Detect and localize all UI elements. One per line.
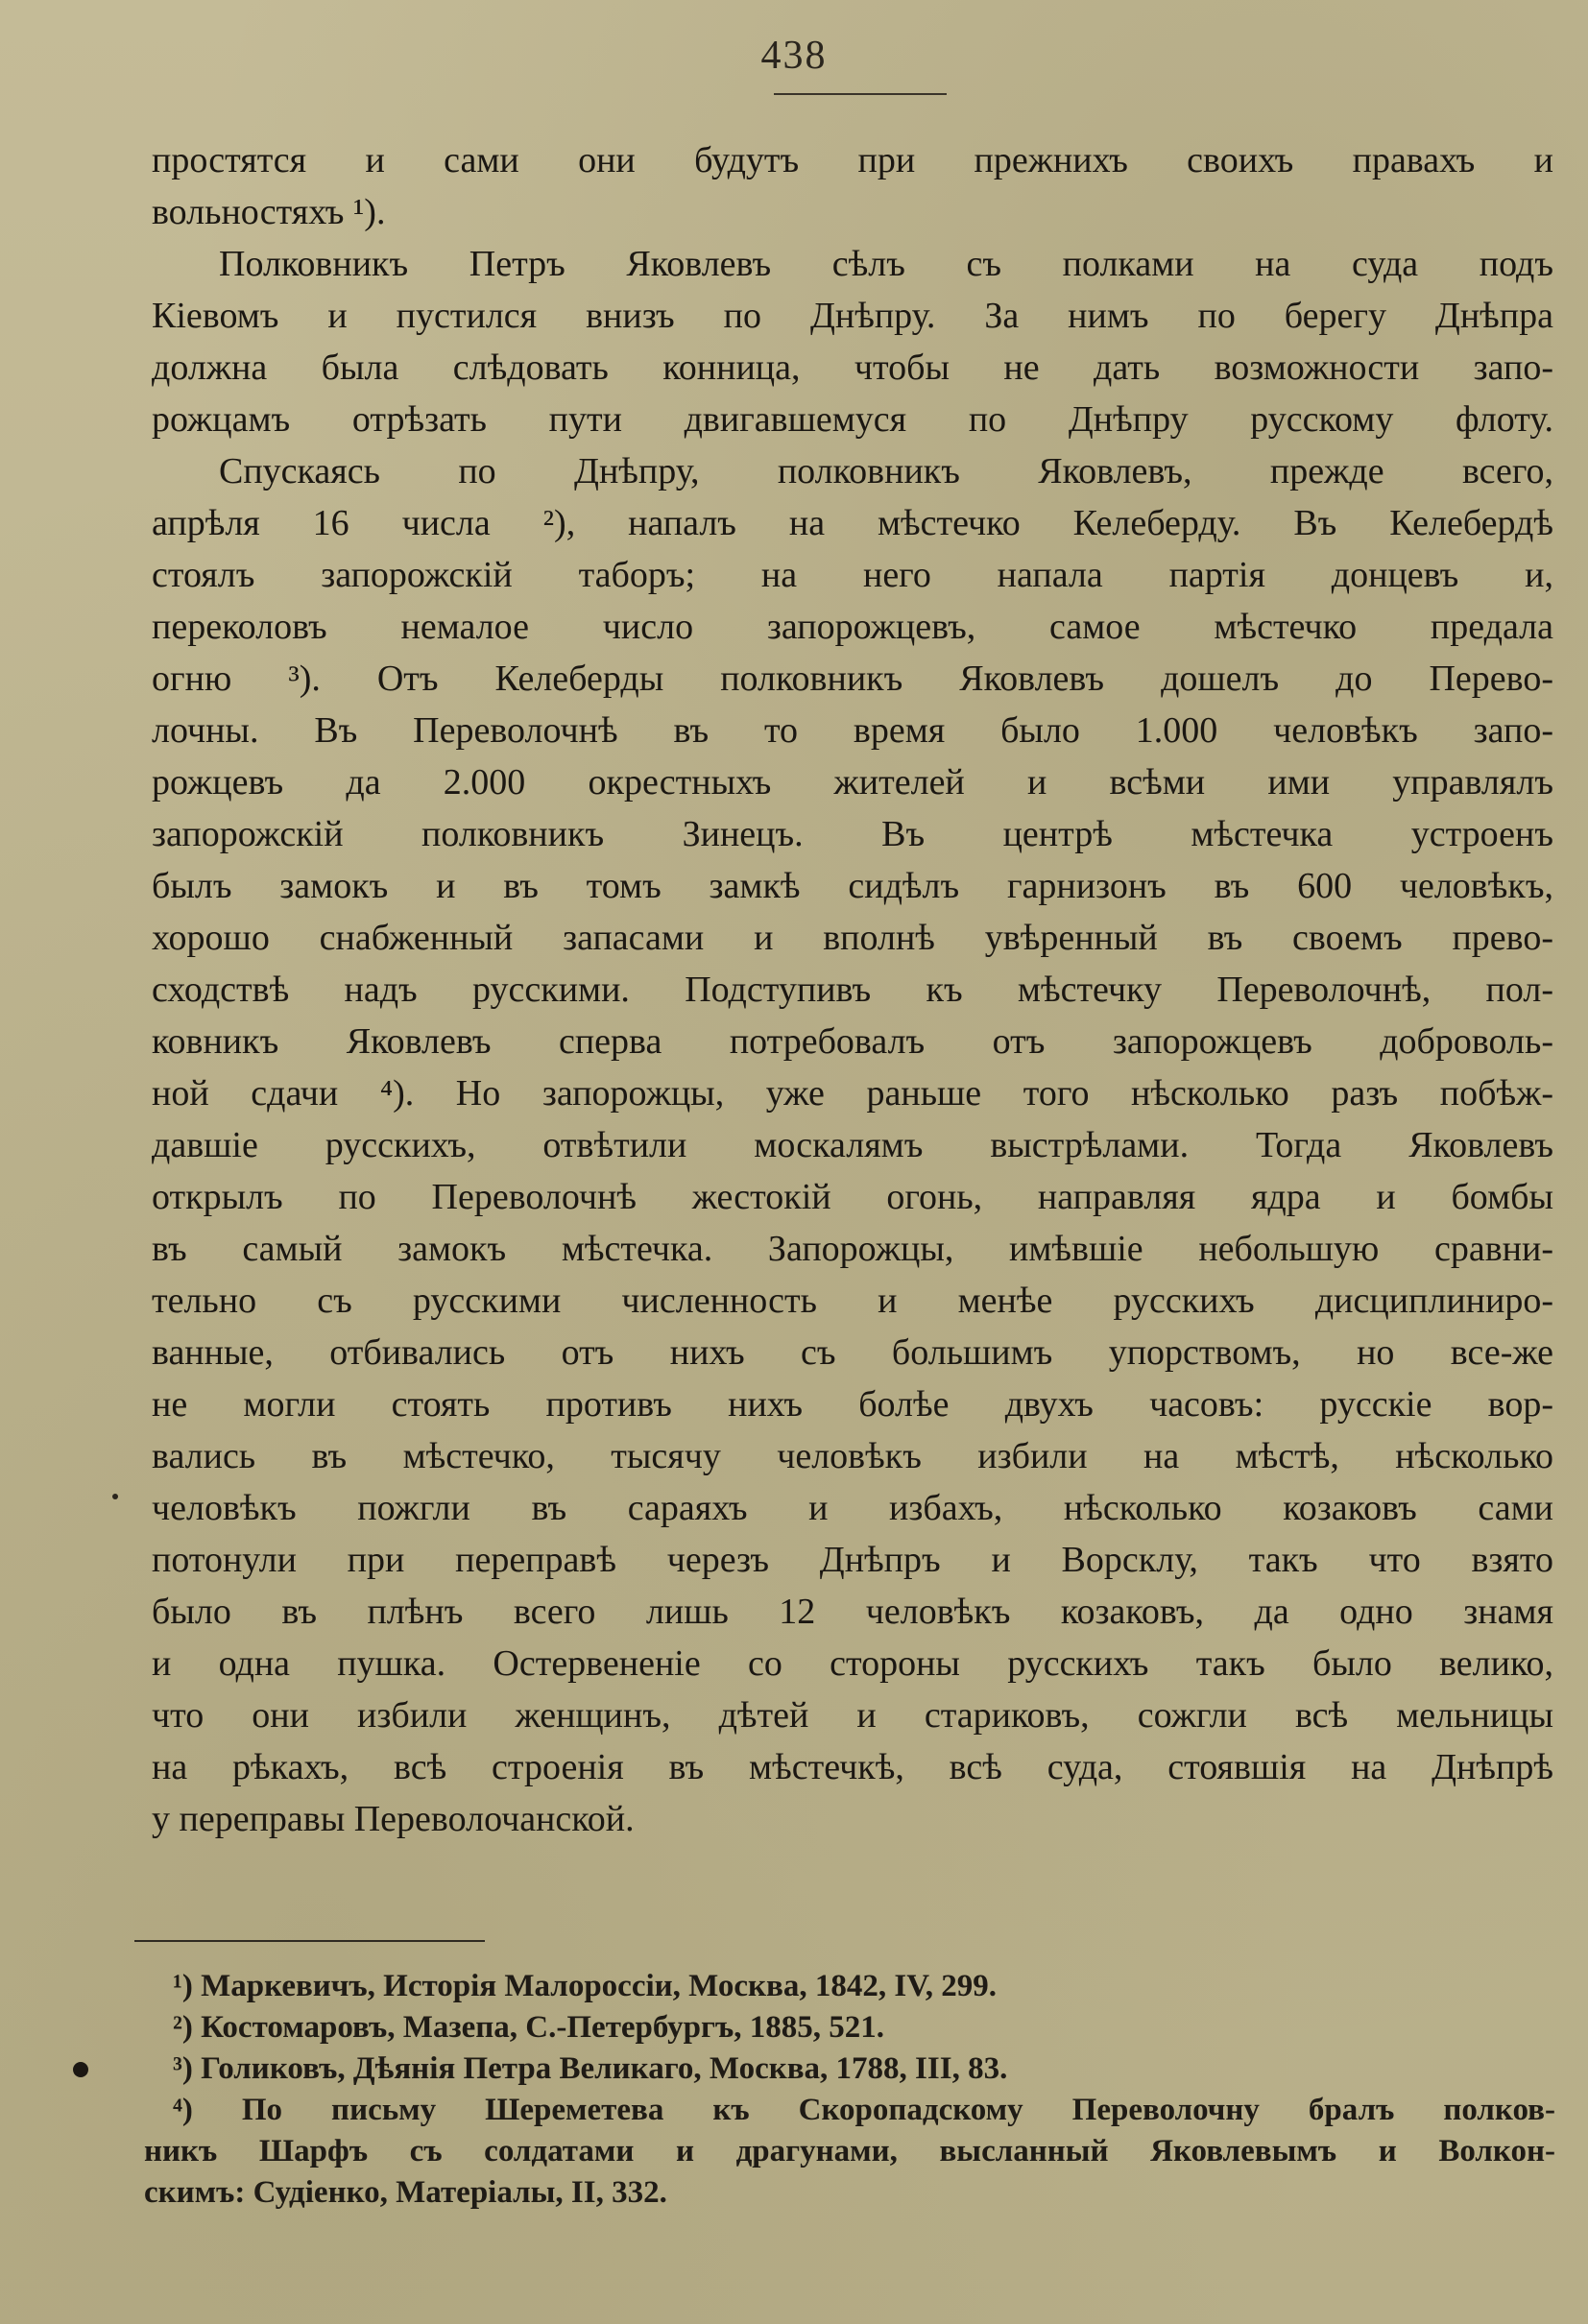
body-line: рожцевъ да 2.000 окрестныхъ жителей и всѣми ими управлялъ (152, 762, 1553, 803)
footnote-line: ¹) Маркевичъ, Исторія Малороссіи, Москва, 1842, IV, 299. (173, 1969, 998, 2003)
body-line: лочны. Въ Переволочнѣ въ то время было 1.000 человѣкъ запо- (152, 710, 1553, 751)
body-line: должна была слѣдовать конница, чтобы не дать возможности запо- (152, 347, 1553, 388)
body-line: ванные, отбивались отъ нихъ съ большимъ упорствомъ, но все-же (152, 1332, 1553, 1373)
body-line: хорошо снабженный запасами и вполнѣ увѣренный въ своемъ прево- (152, 918, 1553, 958)
body-line: рожцамъ отрѣзать пути двигавшемуся по Днѣпру русскому флоту. (152, 399, 1553, 440)
body-text (152, 134, 1553, 1845)
footnote-line: никъ Шарфъ съ солдатами и драгунами, высланный Яковлевымъ и Волкон- (144, 2134, 1555, 2168)
margin-dot-mark (73, 2062, 88, 2077)
footnote-line: скимъ: Судіенко, Матеріалы, II, 332. (144, 2175, 667, 2210)
body-line: апрѣля 16 числа ²), напалъ на мѣстечко Келеберду. Въ Келебердѣ (152, 503, 1553, 543)
body-line: на рѣкахъ, всѣ строенія въ мѣстечкѣ, всѣ суда, стоявшія на Днѣпрѣ (152, 1747, 1553, 1787)
body-line: Спускаясь по Днѣпру, полковникъ Яковлевъ, прежде всего, (219, 451, 1553, 491)
body-line: потонули при переправѣ черезъ Днѣпръ и Ворсклу, такъ что взято (152, 1540, 1553, 1580)
body-line: стоялъ запорожскій таборъ; на него напала партія донцевъ и, (152, 555, 1553, 595)
body-line: простятся и сами они будутъ при прежнихъ своихъ правахъ и (152, 140, 1553, 180)
body-line: вольностяхъ ¹). (152, 192, 386, 232)
body-line: Полковникъ Петръ Яковлевъ сѣлъ съ полками на суда подъ (219, 244, 1553, 284)
body-line: открылъ по Переволочнѣ жестокій огонь, направляя ядра и бомбы (152, 1177, 1553, 1217)
stray-mark (112, 1494, 118, 1499)
body-line: въ самый замокъ мѣстечка. Запорожцы, имѣвшіе небольшую сравни- (152, 1229, 1553, 1269)
body-line: человѣкъ пожгли въ сараяхъ и избахъ, нѣсколько козаковъ сами (152, 1488, 1553, 1528)
footnote-line: ²) Костомаровъ, Мазепа, С.-Петербургъ, 1885, 521. (173, 2010, 884, 2045)
body-line: у переправы Переволочанской. (152, 1799, 635, 1839)
body-line: что они избили женщинъ, дѣтей и стариковъ, сожгли всѣ мельницы (152, 1695, 1553, 1736)
body-line: тельно съ русскими численность и менѣе русскихъ дисциплиниро- (152, 1281, 1553, 1321)
header-rule (774, 93, 947, 95)
body-line: переколовъ немалое число запорожцевъ, самое мѣстечко предала (152, 607, 1553, 647)
body-line: запорожскій полковникъ Зинецъ. Въ центрѣ мѣстечка устроенъ (152, 814, 1553, 854)
body-line: было въ плѣнъ всего лишь 12 человѣкъ козаковъ, да одно знамя (152, 1592, 1553, 1632)
footnote-line: ⁴) По письму Шереметева къ Скоропадскому Переволочну бралъ полков- (173, 2093, 1555, 2127)
body-line: не могли стоять противъ нихъ болѣе двухъ часовъ: русскіе вор- (152, 1384, 1553, 1425)
body-line: огню ³). Отъ Келеберды полковникъ Яковлевъ дошелъ до Перево- (152, 659, 1553, 699)
footnote-rule (134, 1940, 485, 1942)
body-line: давшіе русскихъ, отвѣтили москалямъ выстрѣлами. Тогда Яковлевъ (152, 1125, 1553, 1165)
body-line: сходствѣ надъ русскими. Подступивъ къ мѣстечку Переволочнѣ, пол- (152, 970, 1553, 1010)
body-line: ной сдачи ⁴). Но запорожцы, уже раньше того нѣсколько разъ побѣж- (152, 1073, 1553, 1114)
body-line: былъ замокъ и въ томъ замкѣ сидѣлъ гарнизонъ въ 600 человѣкъ, (152, 866, 1553, 906)
footnote-line: ³) Голиковъ, Дѣянія Петра Великаго, Москва, 1788, III, 83. (173, 2051, 1008, 2086)
body-line: Кіевомъ и пустился внизъ по Днѣпру. За нимъ по берегу Днѣпра (152, 296, 1553, 336)
body-line: ковникъ Яковлевъ сперва потребовалъ отъ запорожцевъ доброволь- (152, 1021, 1553, 1062)
body-line: и одна пушка. Остервененіе со стороны русскихъ такъ было велико, (152, 1643, 1553, 1684)
footnotes (144, 1966, 1555, 2214)
page-number: 438 (760, 34, 828, 78)
body-line: вались въ мѣстечко, тысячу человѣкъ избили на мѣстѣ, нѣсколько (152, 1436, 1553, 1476)
